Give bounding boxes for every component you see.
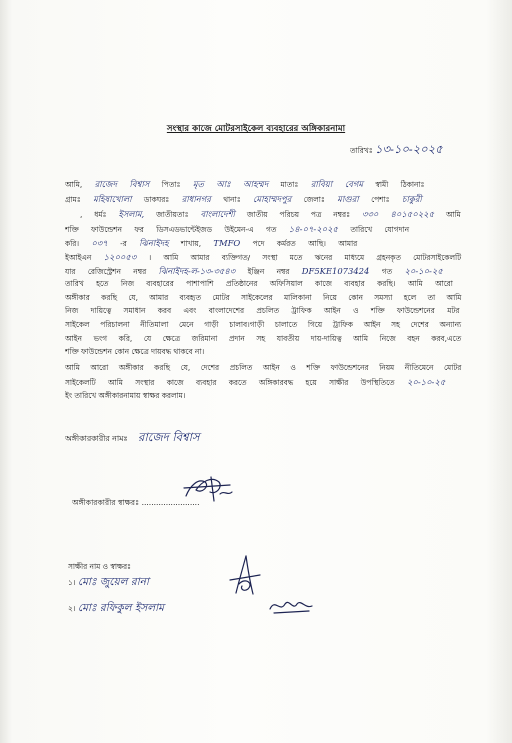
form-text: আইন ভংগ করি, যে ক্ষেত্রে জরিমানা প্রদান সহ যাবতীয় দায়-দায়িত্ব আমি নিজে বহন করব,এতে bbox=[65, 334, 462, 343]
witness-1-number: ১। bbox=[68, 578, 76, 587]
declaration-line-5 bbox=[65, 236, 462, 250]
form-text: থানাঃ bbox=[223, 195, 241, 204]
declaration-line-8 bbox=[65, 277, 462, 291]
document-title-text: সংস্থার কাজে মোটরসাইকেল ব্যবহারের অঙ্গিকারনামা bbox=[166, 124, 346, 134]
line-content bbox=[65, 427, 200, 447]
date-label: তারিখঃ bbox=[350, 146, 373, 155]
declaration-line-6 bbox=[65, 250, 462, 264]
line-content bbox=[65, 375, 445, 389]
filled-branch: ঝিনাইদহ bbox=[139, 238, 169, 248]
witnesses-label-text: সাক্ষীর নাম ও স্বাক্ষরঃ bbox=[68, 562, 131, 571]
filled-religion: ইসলাম, bbox=[118, 209, 145, 219]
line-content bbox=[72, 496, 200, 510]
filled-use-from-date: ২০-১০-২৫ bbox=[404, 266, 443, 276]
form-text: জাতীয় পরিচয় পত্র নম্বরঃ bbox=[246, 210, 351, 219]
filled-district: মাগুরা bbox=[337, 194, 359, 204]
form-text: পেশাঃ bbox=[371, 195, 390, 204]
line-content bbox=[65, 177, 424, 191]
form-text: শক্তি ফাউন্ডেশন কোন ক্ষেত্রে দায়বদ্ধ থাকবে না। bbox=[65, 347, 205, 356]
filled-engine-no: DF5KE1073424 bbox=[301, 266, 370, 276]
line-content bbox=[68, 573, 149, 591]
declaration-line-10 bbox=[65, 304, 462, 318]
form-text: নিজ দায়িত্বে সমাধান করব এবং বাংলাদেশের প্রচলিত ট্রাফিক আইন ও শক্তি ফাউন্ডেশনের মটর bbox=[65, 306, 460, 315]
witness-2-row bbox=[68, 599, 273, 617]
witness-2-name: মোঃ রফিকুল ইসলাম bbox=[77, 602, 164, 614]
declaration-line-1 bbox=[65, 177, 462, 191]
signatory-signature-label: অঙ্গীকারকারীর স্বাক্ষরঃ bbox=[72, 498, 140, 507]
witness-1-signature bbox=[226, 553, 264, 597]
form-text: গত bbox=[381, 267, 393, 276]
form-text: । আমি আমার ব্যক্তিগত/ সংস্থা মতে ঋনের মাধ্যমে গ্রহনকৃত মোটরসাইকেলটি bbox=[148, 253, 462, 262]
filled-village: মহিষাখোলা bbox=[93, 194, 132, 204]
form-text: ইং তারিখে অঙ্গীকারনামায় স্বাক্ষর করলাম। bbox=[65, 391, 186, 400]
filled-post-office: রাধানগর bbox=[181, 194, 211, 204]
line-content bbox=[65, 222, 409, 236]
form-text: পিতাঃ bbox=[161, 180, 181, 189]
filled-mother: রাবিয়া বেগম bbox=[310, 179, 364, 189]
filled-thana: মোহাম্মদপুর bbox=[253, 194, 292, 204]
form-text: স্বামী ঠিকানাঃ bbox=[375, 180, 425, 189]
form-text: সাইকেলটি আমি সংস্থার কাজে ব্যবহার করতে অঙ্গিকারবদ্ধ হয়ে সাক্ষীর উপস্থিতিতে bbox=[65, 378, 395, 387]
affirmation-line-1 bbox=[65, 361, 462, 375]
form-text: শাখায়, bbox=[180, 239, 202, 248]
form-text: যার রেজিস্ট্রেশন নম্বর bbox=[65, 267, 147, 276]
signature-dots: ........................ bbox=[141, 498, 200, 507]
form-text: অঙ্গীকার করছি যে, আমার ব্যবহৃত মোটর সাইকেলের মালিকানা নিয়ে কোন সমস্যা হলে তা আমি bbox=[65, 293, 462, 302]
filled-joining-date: ১৪-০৭-২০২৫ bbox=[288, 224, 338, 234]
form-text: আমি আরো অঙ্গীকার করছি যে, দেশের প্রচলিত আইন ও শক্তি ফাউন্ডেশনের নিয়ম নীতিমেনে মোটর bbox=[65, 363, 462, 372]
form-text: আমি bbox=[445, 210, 461, 219]
form-text: তারিখ হতে নিজ ব্যবহারের পাশাপাশি প্রতিষ্ঠানের অফিসিয়াল কাজে ব্যবহার করছি। আমি আরো bbox=[65, 279, 453, 288]
filled-name: রাজেদ বিশ্বাস bbox=[94, 179, 150, 189]
filled-nationality: বাংলাদেশী bbox=[200, 209, 235, 219]
witness-2-signature bbox=[268, 594, 314, 618]
form-text: ডাকঘরঃ bbox=[143, 195, 170, 204]
form-text: -র bbox=[120, 239, 127, 248]
form-text: পদে কর্মরত আছি। আমার bbox=[252, 239, 358, 248]
declaration-line-4 bbox=[65, 222, 462, 236]
filled-father: মৃত আঃ আহম্মদ bbox=[192, 179, 269, 189]
declaration-line-11 bbox=[65, 318, 462, 332]
filled-designation: TMFO bbox=[213, 238, 241, 248]
document-title bbox=[0, 121, 512, 137]
witness-1-row bbox=[68, 573, 228, 591]
declaration-line-7 bbox=[65, 264, 462, 278]
form-text: জেলাঃ bbox=[303, 195, 325, 204]
witnesses-label bbox=[68, 560, 218, 574]
form-text: ইঞ্জিন নম্বর bbox=[247, 267, 290, 276]
form-text: , ধর্মঃ bbox=[80, 210, 107, 219]
filled-branch-code: ০৩৭ bbox=[91, 238, 108, 248]
filled-profession: চাকুরী bbox=[401, 194, 422, 204]
line-content bbox=[65, 250, 461, 264]
date-row-content bbox=[350, 139, 443, 159]
signatory-name-row bbox=[65, 427, 325, 447]
form-text: করি। bbox=[65, 239, 79, 248]
affirmation-line-3 bbox=[65, 389, 462, 403]
declaration-line-9 bbox=[65, 291, 462, 305]
line-content bbox=[65, 192, 422, 206]
affirmation-line-2 bbox=[65, 375, 462, 389]
date-value: ১৩-১০-২০২৫ bbox=[375, 142, 443, 156]
form-text: মাতাঃ bbox=[280, 180, 299, 189]
declaration-line-2 bbox=[65, 192, 462, 206]
form-text: ইআইএন bbox=[65, 253, 92, 262]
line-content bbox=[68, 599, 164, 617]
declaration-line-13 bbox=[65, 345, 462, 359]
form-text: সাইকেল পরিচালনা নীতিমালা মেনে গাড়ী চালাব।গাড়ী চালাতে গিয়ে ট্রাফিক আইন সহ দেশের অন্যান্য bbox=[65, 320, 462, 329]
witness-2-number: ২। bbox=[68, 604, 76, 613]
signatory-signature-row bbox=[72, 496, 272, 510]
witness-1-name: মোঃ জুয়েল রানা bbox=[77, 576, 149, 588]
declaration-line-3 bbox=[80, 207, 462, 221]
line-content bbox=[80, 207, 461, 221]
declaration-line-12 bbox=[65, 332, 462, 346]
line-content bbox=[65, 236, 357, 250]
form-text: শক্তি ফাউন্ডেশন ফর ডিসএডভান্টেইজড উইমেন-এ গত bbox=[65, 225, 277, 234]
form-text: জাতীয়তাঃ bbox=[156, 210, 189, 219]
filled-registration-no: ঝিনাইদহ-ল-১৩-৩৫৪৩ bbox=[158, 266, 236, 276]
signatory-name: রাজেদ বিশ্বাস bbox=[138, 430, 200, 444]
signatory-name-label: অঙ্গীকারকারীর নামঃ bbox=[65, 434, 128, 443]
date-row bbox=[350, 139, 485, 159]
filled-ein: ১২০০৫৩ bbox=[103, 252, 137, 262]
filled-signing-date: ২০-১০-২৫ bbox=[406, 377, 446, 387]
line-content bbox=[65, 264, 443, 278]
filled-nid: ৩৩০ ৪০১৫০২২৫ bbox=[361, 209, 435, 219]
form-text: তারিখে যোগদান bbox=[350, 225, 410, 234]
form-text: গ্রামঃ bbox=[65, 195, 81, 204]
form-text: আমি, bbox=[65, 180, 83, 189]
